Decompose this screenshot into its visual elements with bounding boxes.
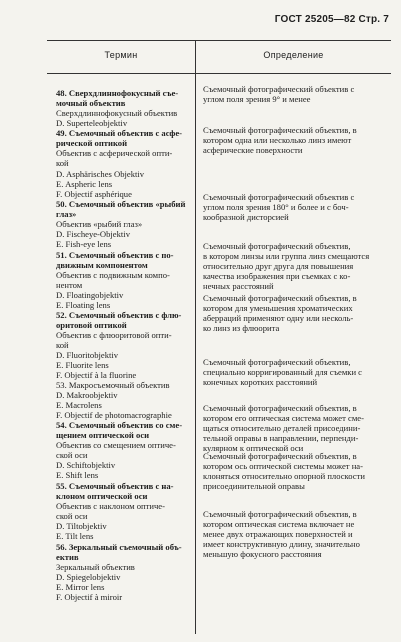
term-title: движным компонентом — [56, 260, 148, 270]
term-foreign: D. Spiegelobjektiv — [56, 572, 121, 582]
term-foreign: E. Aspheric lens — [56, 179, 113, 189]
term-title: 52. Съемочный объектив с флю- — [56, 310, 182, 320]
term-title: 48. Сверхдлиннофокусный съе- — [56, 88, 179, 98]
term-foreign: E. Mirror lens — [56, 582, 105, 592]
term-title: оритовой оптикой — [56, 320, 127, 330]
term-foreign: E. Shift lens — [56, 470, 99, 480]
term-synonym: Объектив с подвижным компо- — [56, 270, 170, 280]
definition-line: ко линз из флюорита — [203, 323, 280, 333]
definition-line: меньшую фокусного расстояния — [203, 549, 322, 559]
definition-line: имеет конструктивную длину, значительно — [203, 539, 360, 549]
term-foreign: E. Floating lens — [56, 300, 111, 310]
definition-line: Съемочный фотографический объектив, — [203, 357, 351, 367]
column-header-definition: Определение — [263, 50, 324, 60]
term-synonym: Сверхдлиннофокусный объектив — [56, 108, 178, 118]
definition-line: клоняться относительно опорной плоскости — [203, 471, 365, 481]
definition-line: котором оптическая система включает не — [203, 519, 355, 529]
term-synonym: ской оси — [56, 450, 88, 460]
term-title: 50. Съемочный объектив «рыбий — [56, 199, 186, 209]
term-foreign: D. Floatingobjektiv — [56, 290, 124, 300]
definition-line: качества изображения при съемках с ко- — [203, 271, 351, 281]
definition-line: конечных коротких расстояний — [203, 377, 318, 387]
definition-line: присоединительной оправы — [203, 481, 305, 491]
column-divider — [195, 40, 196, 634]
term-synonym: ской оси — [56, 511, 88, 521]
definition-line: щаться относительно деталей присоедини- — [203, 423, 361, 433]
term-title: 53. Макросъемочный объектив — [56, 380, 170, 390]
definition-line: нечных расстояний — [203, 281, 274, 291]
term-title: глаз» — [56, 209, 77, 219]
term-foreign: F. Objectif à miroir — [56, 592, 123, 602]
term-foreign: F. Objectif de photomacrographie — [56, 410, 172, 420]
definition-line: Съемочный фотографический объектив, в — [203, 509, 357, 519]
term-synonym: Объектив с асферической опти- — [56, 148, 173, 158]
term-foreign: E. Macrolens — [56, 400, 102, 410]
running-header: ГОСТ 25205—82 Стр. 7 — [274, 14, 389, 25]
definition-line: асферические поверхности — [203, 145, 303, 155]
term-synonym: Объектив «рыбий глаз» — [56, 219, 143, 229]
definition-line: котором для уменьшения хроматических — [203, 303, 353, 313]
term-synonym: Объектив с наклоном оптиче- — [56, 501, 165, 511]
definition-line: котором ось оптической системы может на- — [203, 461, 363, 471]
definition-line: специально корригированный для съемки с — [203, 367, 363, 377]
definition-line: относительно друг друга для повышения — [203, 261, 354, 271]
term-synonym: кой — [56, 158, 69, 168]
term-foreign: D. Tiltobjektiv — [56, 521, 107, 531]
term-foreign: D. Makroobjektiv — [56, 390, 118, 400]
term-foreign: D. Fischeye-Objektiv — [56, 229, 130, 239]
term-title: мочный объектив — [56, 98, 126, 108]
definition-line: тельной оправы в направлении, перпенди- — [203, 433, 359, 443]
term-foreign: D. Schiftobjektiv — [56, 460, 116, 470]
term-title: 55. Съемочный объектив с на- — [56, 481, 174, 491]
definition-line: Съемочный фотографический объектив, в — [203, 125, 357, 135]
definition-line: Съемочный фотографический объектив, — [203, 241, 351, 251]
definition-line: Съемочный фотографический объектив, в — [203, 293, 357, 303]
definition-line: Съемочный фотографический объектив с — [203, 84, 355, 94]
definition-line: Съемочный фотографический объектив, в — [203, 451, 357, 461]
term-title: клоном оптической оси — [56, 491, 148, 501]
term-synonym: Объектив со смещением оптиче- — [56, 440, 176, 450]
definition-line: менее двух отражающих поверхностей и — [203, 529, 353, 539]
definition-line: в котором линзы или группа линз смещаются — [203, 251, 370, 261]
term-synonym: Объектив с флюоритовой опти- — [56, 330, 172, 340]
term-foreign: E. Fish-eye lens — [56, 239, 112, 249]
term-foreign: F. Objectif à la fluorine — [56, 370, 137, 380]
definition-line: кообразной дисторсией — [203, 212, 289, 222]
term-foreign: E. Tilt lens — [56, 531, 94, 541]
table-header-rule — [47, 73, 391, 74]
term-synonym: нентом — [56, 280, 83, 290]
definition-line: кулярном к оптической оси — [203, 443, 304, 453]
definition-line: аберраций применяют одну или несколь- — [203, 313, 354, 323]
term-foreign: F. Objectif asphérique — [56, 189, 132, 199]
term-foreign: D. Superteleobjektiv — [56, 118, 128, 128]
term-title: щением оптической оси — [56, 430, 150, 440]
terms-table — [47, 40, 391, 634]
definition-line: Съемочный фотографический объектив, в — [203, 403, 357, 413]
term-title: 54. Съемочный объектив со сме- — [56, 420, 183, 430]
term-title: 49. Съемочный объектив с асфе- — [56, 128, 183, 138]
term-foreign: D. Asphärisches Objektiv — [56, 169, 145, 179]
term-foreign: E. Fluorite lens — [56, 360, 109, 370]
term-title: рической оптикой — [56, 138, 128, 148]
table-top-rule — [47, 40, 391, 41]
definition-line: котором его оптическая система может сме- — [203, 413, 364, 423]
definition-line: котором одна или несколько линз имеют — [203, 135, 352, 145]
term-synonym: Зеркальный объектив — [56, 562, 135, 572]
term-title: 51. Съемочный объектив с по- — [56, 250, 174, 260]
term-foreign: D. Fluoritobjektiv — [56, 350, 119, 360]
definition-line: Съемочный фотографический объектив с — [203, 192, 355, 202]
term-title: 56. Зеркальный съемочный объ- — [56, 542, 182, 552]
term-title: ектив — [56, 552, 79, 562]
definition-line: углом поля зрения 180° и более и с боч- — [203, 202, 349, 212]
column-header-term: Термин — [104, 50, 138, 60]
definition-line: углом поля зрения 9° и менее — [203, 94, 311, 104]
term-synonym: кой — [56, 340, 69, 350]
